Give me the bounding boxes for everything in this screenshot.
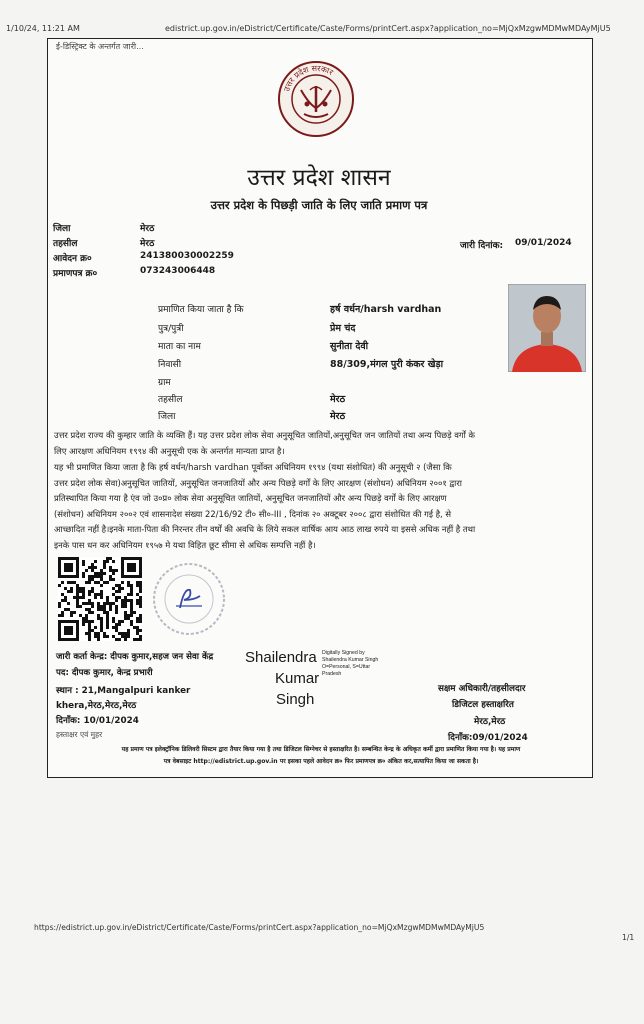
print-footer-url: https://edistrict.up.gov.in/eDistrict/Certificate/Caste/Forms/printCert.aspx?application_no=MjQxMzgwMDMwMDAyMjU5	[34, 923, 485, 932]
meta-value-application-no: 241380030002259	[140, 251, 234, 261]
digital-signature-name-3: Singh	[276, 691, 315, 708]
detail-label-district: जिला	[158, 412, 176, 422]
top-note: ई-डिस्ट्रिक्ट के अन्तर्गत जारी...	[56, 42, 144, 51]
print-page-number: 1/1	[622, 933, 635, 942]
authority-place: मेरठ,मेरठ	[474, 717, 506, 727]
issue-date-label: जारी दिनांक:	[460, 241, 504, 251]
digital-signature-detail: Pradesh	[322, 671, 342, 677]
authority-date: दिनाँक:09/01/2024	[448, 733, 528, 743]
up-government-emblem-icon	[277, 60, 355, 138]
para1-line: उत्तर प्रदेश राज्य की कुम्हार जाति के व्यक्ति हैं। यह उत्तर प्रदेश लोक सेवा अनुसूचित जातियों,अनुसूचित जन जातियों तथा अन्य पिछड़े वर्गों के	[54, 430, 475, 440]
issuer-place: स्थान : 21,Mangalpuri kanker	[56, 686, 191, 696]
detail-label-tehsil: तहसील	[158, 395, 183, 405]
para2-line: यह भी प्रमाणित किया जाता है कि हर्ष वर्धन/harsh vardhan पूर्वोक्त अधिनियम १९९४ (यथा संशोधित) की अनुसूची २ (जैसा कि	[54, 462, 452, 472]
meta-label-application-no: आवेदन क्र०	[53, 254, 92, 264]
digital-signature-name-2: Kumar	[275, 670, 320, 687]
footer-note-line: पत्र वेबसाइट http://edistrict.up.gov.in पर इसका पहले आवेदन क्र० फिर प्रमाणपत्र क्र० अंकित कर,सत्यापित किया जा सकता है।	[163, 758, 479, 765]
para2-line: प्रतिस्थापित किया गया है एंव जो उ०प्र० लोक सेवा अनुसूचित जातियों, अनुसूचित जनजातियों और अन्य पिछड़े वर्गों के लिए आरक्षण	[54, 493, 447, 503]
para2-line: इनके पास धन कर अधिनियम १९५७ मे यथा विहित छूट सीमा से अधिक सम्पत्ति नहीं है।	[54, 539, 316, 550]
emblem-ring-text: उत्तर प्रदेश सरकार	[282, 63, 335, 93]
applicant-photo	[508, 284, 586, 372]
detail-label-certified: प्रमाणित किया जाता है कि	[158, 305, 244, 315]
official-stamp-icon	[150, 560, 228, 638]
certificate-title: उत्तर प्रदेश शासन	[247, 165, 391, 191]
certificate-subtitle: उत्तर प्रदेश के पिछड़ी जाति के लिए जाति प्रमाण पत्र	[210, 198, 428, 212]
detail-value-name: हर्ष वर्धन/harsh vardhan	[330, 304, 442, 315]
detail-value-tehsil: मेरठ	[330, 394, 346, 405]
detail-value-address: 88/309,मंगल पुरी कंकर खेड़ा	[330, 359, 444, 370]
meta-value-tehsil: मेरठ	[140, 239, 155, 249]
detail-label-mother: माता का नाम	[158, 342, 201, 352]
detail-label-son-daughter: पुत्र/पुत्री	[158, 324, 184, 334]
meta-value-district: मेरठ	[140, 224, 155, 234]
meta-label-certificate-no: प्रमाणपत्र क्र०	[53, 269, 98, 279]
print-url: edistrict.up.gov.in/eDistrict/Certificate/Caste/Forms/printCert.aspx?application_no=MjQxMzgwMDMwMDAyMjU5	[165, 24, 611, 33]
para2-line: (संशोधन) अधिनियम २००२ एवं शासनादेश संख्या 22/16/92 टी० सी०-III , दिनांक २० अक्टूबर २००८ द्वारा संशोधित की गई है, से	[54, 508, 452, 519]
issuer-center: जारी कर्ता केन्द्र: दीपक कुमार,सहज जन सेवा केंद्र	[56, 652, 214, 662]
para2-line: उत्तर प्रदेश लोक सेवा)अनुसूचित जातियों, अनुसूचित जनजातियों और अन्य पिछड़े वर्गों के लिए आरक्षण (संशोधन) अधिनियम २००१ द्वारा	[54, 477, 462, 488]
qr-code	[58, 557, 142, 641]
authority-signed: डिजिटल हस्ताक्षरित	[452, 700, 514, 710]
meta-label-district: जिला	[53, 224, 71, 234]
digital-signature-name-1: Shailendra	[245, 649, 317, 666]
authority-title: सक्षम अधिकारी/तहसीलदार	[438, 684, 526, 694]
detail-label-resident: निवासी	[158, 360, 182, 370]
footer-note-line: यह प्रमाण पत्र इलेक्ट्रॉनिक डिलिवरी सिस्टम द्वारा तैयार किया गया है तथा डिजिटल सिग्नेचर से हस्ताक्षरित है। सम्बन्धित केन्द्र के अधिकृत कर्मी द्वारा प्रमाणित किया गया है। यह प्रमाण	[121, 746, 521, 753]
meta-value-certificate-no: 073243006448	[140, 266, 216, 276]
issuer-place-cont: khera,मेरठ,मेरठ,मेरठ	[56, 701, 137, 711]
print-timestamp: 1/10/24, 11:21 AM	[6, 24, 80, 33]
issuer-post: पद: दीपक कुमार, केन्द्र प्रभारी	[56, 668, 153, 678]
issuer-date: दिनाँक: 10/01/2024	[56, 716, 139, 726]
detail-value-father: प्रेम चंद	[330, 323, 356, 334]
issue-date-value: 09/01/2024	[515, 238, 572, 248]
issuer-signature-seal: हस्ताक्षर एवं मुहर	[56, 730, 103, 739]
meta-label-tehsil: तहसील	[53, 239, 78, 249]
digital-signature-detail: O=Personal, S=Uttar	[322, 664, 371, 670]
detail-value-district: मेरठ	[330, 411, 346, 422]
digital-signature-detail: Digitally Signed by	[322, 650, 365, 656]
digital-signature-detail: Shailendra Kumar Singh	[322, 657, 379, 663]
para2-line: आच्छादित नहीं है।इनके माता-पिता की निरन्तर तीन वर्षों की अवधि के लिये सकल वार्षिक आय आठ लाख रुपये या इससे अधिक नहीं है तथा	[54, 524, 476, 534]
para1-line: लिए आरक्षण अधिनियम १९९४ की अनुसूची एक के अन्तर्गत मान्यता प्राप्त है।	[54, 445, 285, 456]
detail-value-mother: सुनीता देवी	[330, 341, 369, 352]
detail-label-village: ग्राम	[158, 378, 171, 388]
